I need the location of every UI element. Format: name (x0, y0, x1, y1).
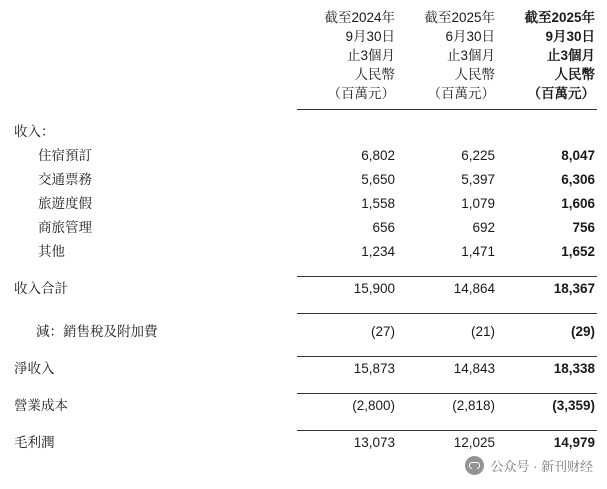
row-value: 8,047 (561, 148, 595, 163)
row-value: 15,900 (353, 281, 395, 296)
row-value: (21) (470, 324, 495, 339)
column-header-2024q3 (297, 8, 397, 103)
row-label: 營業成本 (14, 398, 68, 413)
column-header-2025q3 (497, 8, 597, 103)
row-label: 減：銷售稅及附加費 (36, 324, 158, 339)
spacer-row (10, 110, 597, 120)
row-label: 毛利潤 (14, 435, 55, 450)
row-value: 6,802 (361, 148, 395, 163)
column-header-2025q2 (397, 8, 497, 103)
row-value: 14,979 (553, 435, 595, 450)
header-line: 截至2025年 (524, 10, 595, 25)
watermark-text: 公众号 · 新刊财经 (490, 459, 593, 474)
header-line: 截至2025年 (424, 10, 495, 25)
row-value: 5,650 (361, 172, 395, 187)
rule-spacer (10, 103, 297, 110)
table-row (10, 120, 597, 144)
row-value: (27) (370, 324, 395, 339)
table-row (10, 394, 597, 418)
row-label: 旅遊度假 (38, 196, 92, 211)
table-row (10, 240, 597, 264)
row-value: 1,079 (461, 196, 495, 211)
watermark (465, 456, 593, 475)
row-value (397, 120, 497, 144)
table-row (10, 192, 597, 216)
row-label: 收入： (14, 124, 55, 139)
row-value: (2,800) (352, 398, 395, 413)
row-value (297, 120, 397, 144)
header-corner-cell (10, 8, 297, 103)
row-value: 6,225 (461, 148, 495, 163)
table-row (10, 168, 597, 192)
row-value: 1,234 (361, 244, 395, 259)
header-line: 9月30日 (545, 29, 595, 44)
header-rule-2025q3 (497, 103, 597, 110)
table-row (10, 320, 597, 344)
row-label: 淨收入 (14, 361, 55, 376)
header-line: 人民幣 (554, 67, 595, 82)
rule-cell (297, 307, 397, 314)
row-value: 1,652 (561, 244, 595, 259)
row-label: 收入合計 (14, 281, 68, 296)
rule-cell (397, 350, 497, 357)
income-statement-table (10, 8, 597, 455)
header-line: 止3個月 (446, 48, 495, 63)
row-value: (3,359) (552, 398, 595, 413)
header-line: 人民幣 (354, 67, 395, 82)
row-value: 18,367 (553, 281, 595, 296)
rule-spacer (10, 270, 297, 277)
table-row-total (10, 431, 597, 455)
header-line: 人民幣 (454, 67, 495, 82)
row-value: 756 (572, 220, 595, 235)
rule-cell (397, 424, 497, 431)
rule-spacer (10, 307, 297, 314)
header-rule-2025q2 (397, 103, 497, 110)
header-line: 6月30日 (445, 29, 495, 44)
rule-cell (297, 270, 397, 277)
row-value: 5,397 (461, 172, 495, 187)
rule-row (10, 387, 597, 394)
row-value: 692 (472, 220, 495, 235)
rule-row (10, 307, 597, 314)
header-underline-row (10, 103, 597, 110)
row-value: 18,338 (553, 361, 595, 376)
table-row (10, 216, 597, 240)
row-label: 其他 (38, 244, 65, 259)
row-value: 12,025 (453, 435, 495, 450)
row-value: 13,073 (353, 435, 395, 450)
header-line: 止3個月 (346, 48, 395, 63)
row-value: 15,873 (353, 361, 395, 376)
rule-spacer (10, 424, 297, 431)
rule-cell (397, 270, 497, 277)
rule-spacer (10, 387, 297, 394)
row-value: 656 (372, 220, 395, 235)
rule-cell (497, 307, 597, 314)
rule-cell (497, 387, 597, 394)
header-line: 9月30日 (345, 29, 395, 44)
row-value (497, 120, 597, 144)
rule-row (10, 350, 597, 357)
table-header-row (10, 8, 597, 103)
table-row-total (10, 357, 597, 381)
table-row-total (10, 277, 597, 301)
header-rule-2024q3 (297, 103, 397, 110)
row-value: 6,306 (561, 172, 595, 187)
row-label: 交通票務 (38, 172, 92, 187)
row-value: 1,471 (461, 244, 495, 259)
row-value: (29) (570, 324, 595, 339)
rule-cell (297, 350, 397, 357)
row-value: 1,606 (561, 196, 595, 211)
header-line: （百萬元） (427, 86, 495, 101)
row-value: (2,818) (452, 398, 495, 413)
header-line: 截至2024年 (324, 10, 395, 25)
rule-cell (497, 350, 597, 357)
rule-cell (397, 387, 497, 394)
rule-cell (497, 424, 597, 431)
header-line: （百萬元） (527, 86, 595, 101)
row-value: 14,864 (453, 281, 495, 296)
rule-cell (497, 270, 597, 277)
row-label: 商旅管理 (38, 220, 92, 235)
rule-spacer (10, 350, 297, 357)
header-line: （百萬元） (327, 86, 395, 101)
row-value: 1,558 (361, 196, 395, 211)
subtotal-rule-row (10, 270, 597, 277)
table-row (10, 144, 597, 168)
row-value: 14,843 (453, 361, 495, 376)
rule-cell (297, 424, 397, 431)
rule-cell (297, 387, 397, 394)
row-label: 住宿預訂 (38, 148, 92, 163)
rule-row (10, 424, 597, 431)
wechat-logo-icon (465, 456, 484, 475)
rule-cell (397, 307, 497, 314)
header-line: 止3個月 (546, 48, 595, 63)
